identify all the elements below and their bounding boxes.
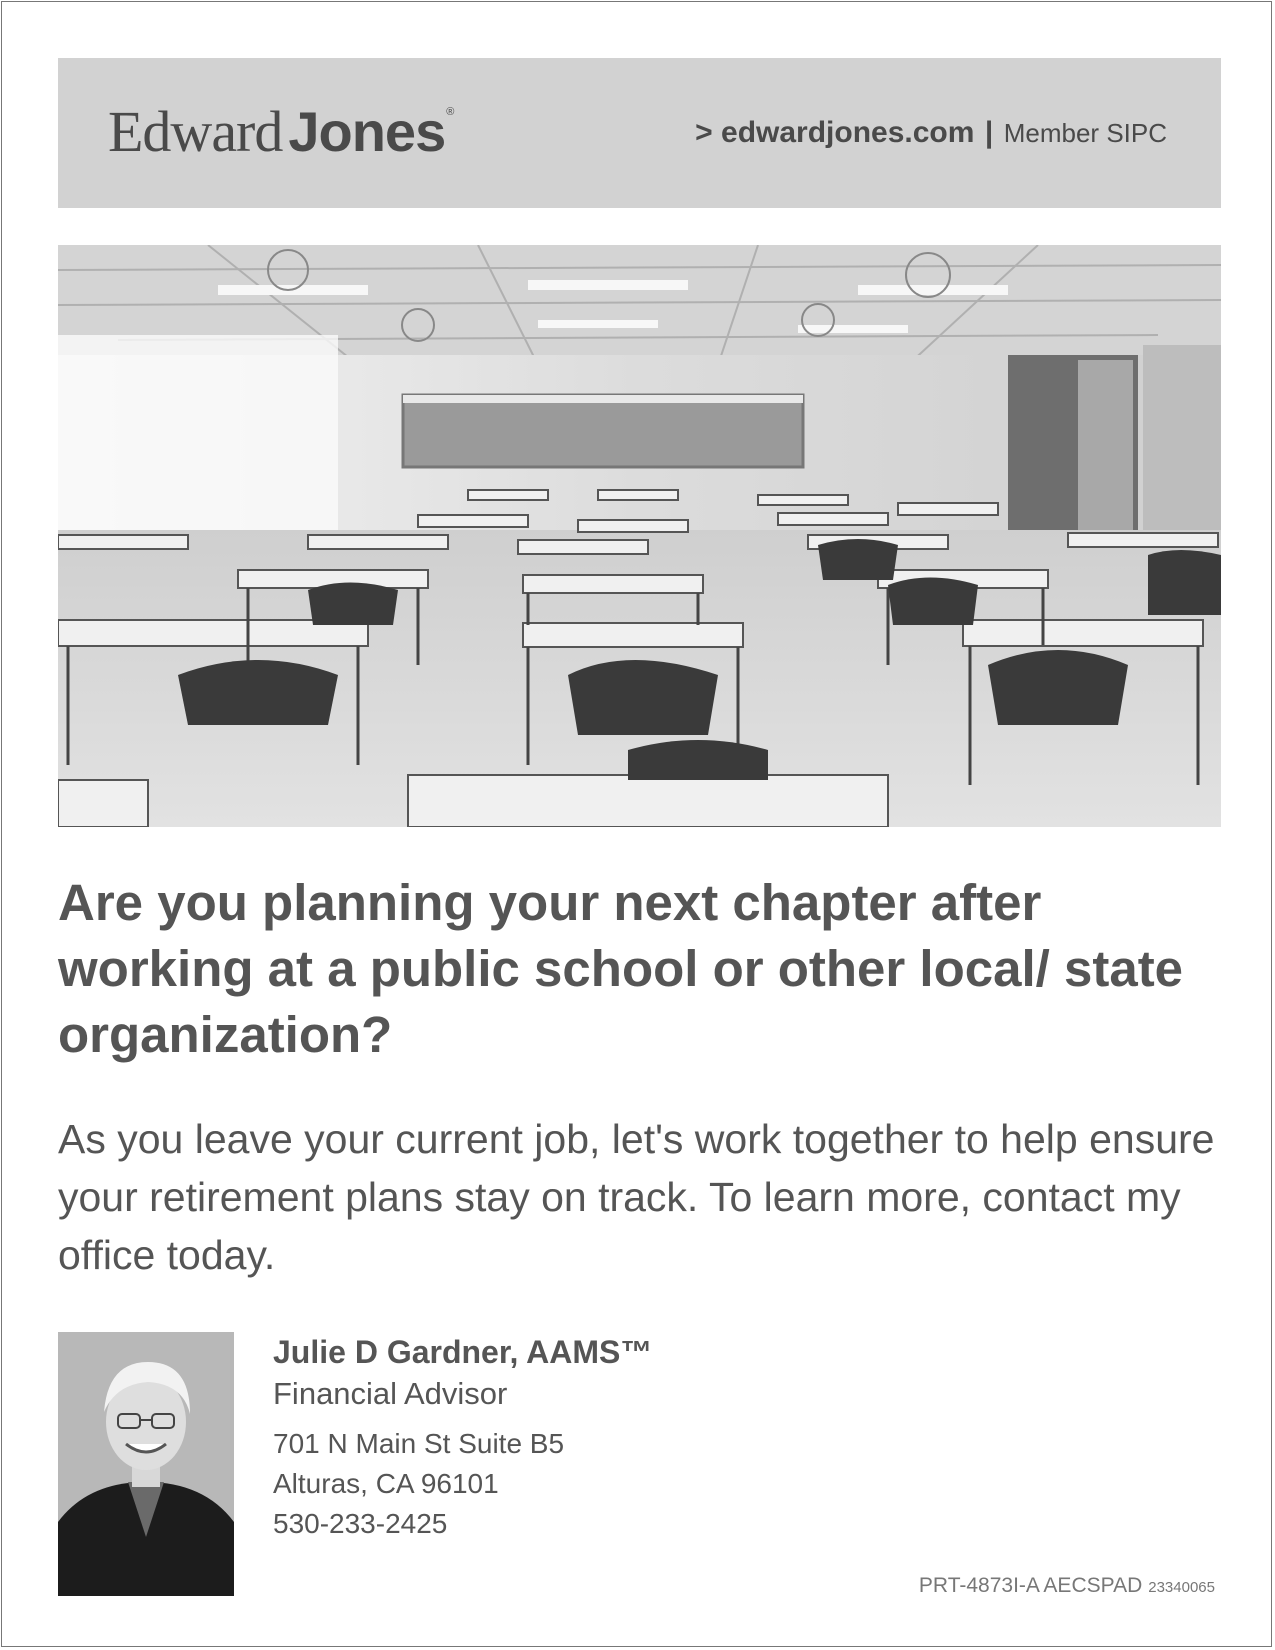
advisor-contact xyxy=(273,1330,973,1544)
logo-jones-text: Jones xyxy=(288,100,446,163)
flyer-page xyxy=(1,1,1272,1647)
body-text: As you leave your current job, let's work together to help ensure your retirement plans stay on track. To learn more, contact my office today. xyxy=(58,1116,1215,1278)
member-sipc-text: Member SIPC xyxy=(1003,118,1167,148)
advisor-phone[interactable]: 530-233-2425 xyxy=(273,1508,448,1539)
print-code-number: 23340065 xyxy=(1148,1579,1215,1596)
advisor-address-line2: Alturas, CA 96101 xyxy=(273,1468,499,1499)
advisor-name: Julie D Gardner, AAMS™ xyxy=(273,1334,653,1370)
header-separator: | xyxy=(984,116,994,149)
logo-edward-text: Edward xyxy=(108,99,283,164)
registered-mark: ® xyxy=(446,106,455,118)
advisor-headshot xyxy=(58,1332,234,1596)
classroom-photo xyxy=(58,245,1221,827)
print-code: PRT-4873I-A AECSPAD xyxy=(918,1574,1143,1597)
classroom-illustration xyxy=(58,245,1221,827)
headline: Are you planning your next chapter after working at a public school or other local/ state organization? xyxy=(58,874,1184,1063)
footer-code xyxy=(919,1574,1215,1598)
header-links xyxy=(695,116,1167,150)
advisor-portrait-illustration xyxy=(58,1332,234,1596)
advisor-address-line1: 701 N Main St Suite B5 xyxy=(273,1428,565,1459)
website-link[interactable]: > edwardjones.com xyxy=(695,116,975,149)
advisor-title: Financial Advisor xyxy=(273,1376,508,1411)
edward-jones-logo xyxy=(108,98,454,168)
header-banner xyxy=(58,58,1221,208)
